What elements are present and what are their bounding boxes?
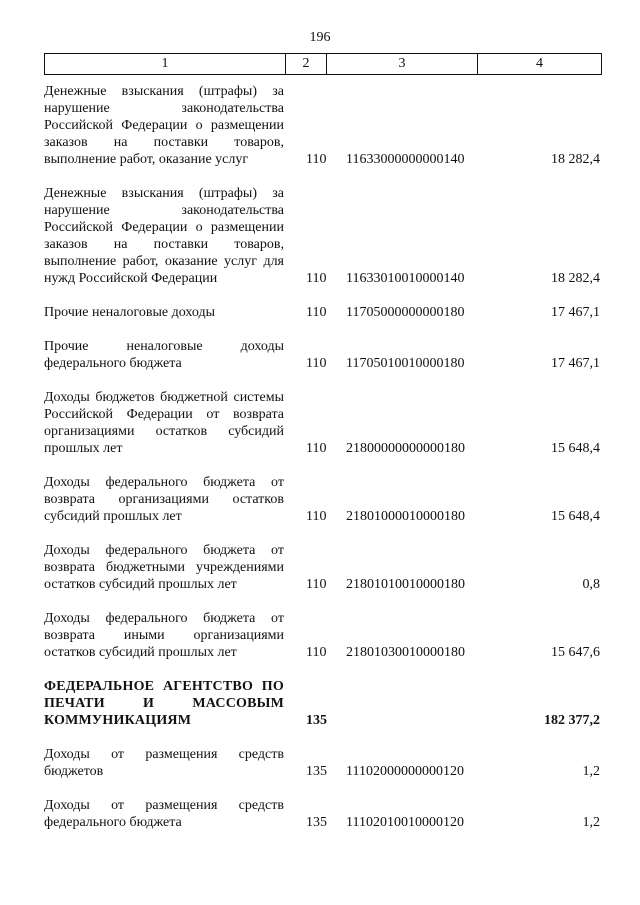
row-classification-code: 21801010010000180 <box>346 577 465 592</box>
table-row <box>44 610 600 661</box>
row-amount: 17 467,1 <box>551 305 600 320</box>
row-admin-code: 110 <box>306 152 327 167</box>
table-row <box>44 474 600 525</box>
row-admin-code: 110 <box>306 305 327 320</box>
agency-name: ФЕДЕРАЛЬНОЕ АГЕНТСТВО ПО ПЕЧАТИ И МАССОВЫМ КОММУНИКАЦИЯМ <box>44 679 284 728</box>
row-amount: 0,8 <box>582 577 600 592</box>
row-description: Доходы бюджетов бюджетной системы Российской Федерации от возврата организациями остатков субсидий прошлых лет <box>44 390 284 456</box>
column-header-1: 1 <box>45 54 286 75</box>
table-row <box>44 797 600 831</box>
row-description: Доходы от размещения средств федерального бюджета <box>44 798 284 830</box>
row-amount: 15 648,4 <box>551 509 600 524</box>
table-row <box>44 389 600 457</box>
row-classification-code: 21801000010000180 <box>346 509 465 524</box>
agency-header-row <box>44 678 600 729</box>
row-classification-code: 11633010010000140 <box>346 271 465 286</box>
row-amount: 15 647,6 <box>551 645 600 660</box>
row-admin-code: 110 <box>306 356 327 371</box>
table-row <box>44 542 600 593</box>
table-row <box>44 185 600 287</box>
row-admin-code: 110 <box>306 441 327 456</box>
row-admin-code: 110 <box>306 509 327 524</box>
agency-total-amount: 182 377,2 <box>544 713 600 728</box>
row-amount: 18 282,4 <box>551 152 600 167</box>
row-admin-code: 110 <box>306 577 327 592</box>
row-amount: 1,2 <box>582 764 600 779</box>
row-admin-code: 135 <box>306 713 327 728</box>
column-header-3: 3 <box>327 54 478 75</box>
row-amount: 17 467,1 <box>551 356 600 371</box>
column-header-table <box>44 53 602 75</box>
table-row <box>44 746 600 780</box>
table-row <box>44 83 600 168</box>
row-description: Доходы федерального бюджета от возврата бюджетными учреждениями остатков субсидий прошлых лет <box>44 543 284 592</box>
row-amount: 15 648,4 <box>551 441 600 456</box>
row-admin-code: 135 <box>306 815 327 830</box>
table-row <box>44 338 600 372</box>
row-description: Денежные взыскания (штрафы) за нарушение законодательства Российской Федерации о размещении заказов на поставки товаров, выполнение работ, оказание услуг <box>44 84 284 167</box>
column-header-4: 4 <box>478 54 602 75</box>
row-description: Денежные взыскания (штрафы) за нарушение законодательства Российской Федерации о размещении заказов на поставки товаров, выполнение работ, оказание услуг для нужд Российской Федерации <box>44 186 284 286</box>
column-header-2: 2 <box>286 54 327 75</box>
row-classification-code: 11102000000000120 <box>346 764 464 779</box>
row-description: Прочие неналоговые доходы федерального бюджета <box>44 339 284 371</box>
row-admin-code: 110 <box>306 271 327 286</box>
row-admin-code: 110 <box>306 645 327 660</box>
page-number: 196 <box>309 30 331 45</box>
row-classification-code: 11102010010000120 <box>346 815 464 830</box>
row-description: Доходы федерального бюджета от возврата иными организациями остатков субсидий прошлых лет <box>44 611 284 660</box>
row-amount: 18 282,4 <box>551 271 600 286</box>
row-admin-code: 135 <box>306 764 327 779</box>
row-classification-code: 11633000000000140 <box>346 152 465 167</box>
budget-rows <box>44 83 600 848</box>
row-description: Доходы от размещения средств бюджетов <box>44 747 284 779</box>
row-classification-code: 11705000000000180 <box>346 305 465 320</box>
row-classification-code: 11705010010000180 <box>346 356 465 371</box>
row-amount: 1,2 <box>582 815 600 830</box>
row-classification-code: 21801030010000180 <box>346 645 465 660</box>
row-classification-code: 21800000000000180 <box>346 441 465 456</box>
table-row <box>44 304 600 321</box>
row-description: Прочие неналоговые доходы <box>44 305 216 320</box>
row-description: Доходы федерального бюджета от возврата организациями остатков субсидий прошлых лет <box>44 475 284 524</box>
